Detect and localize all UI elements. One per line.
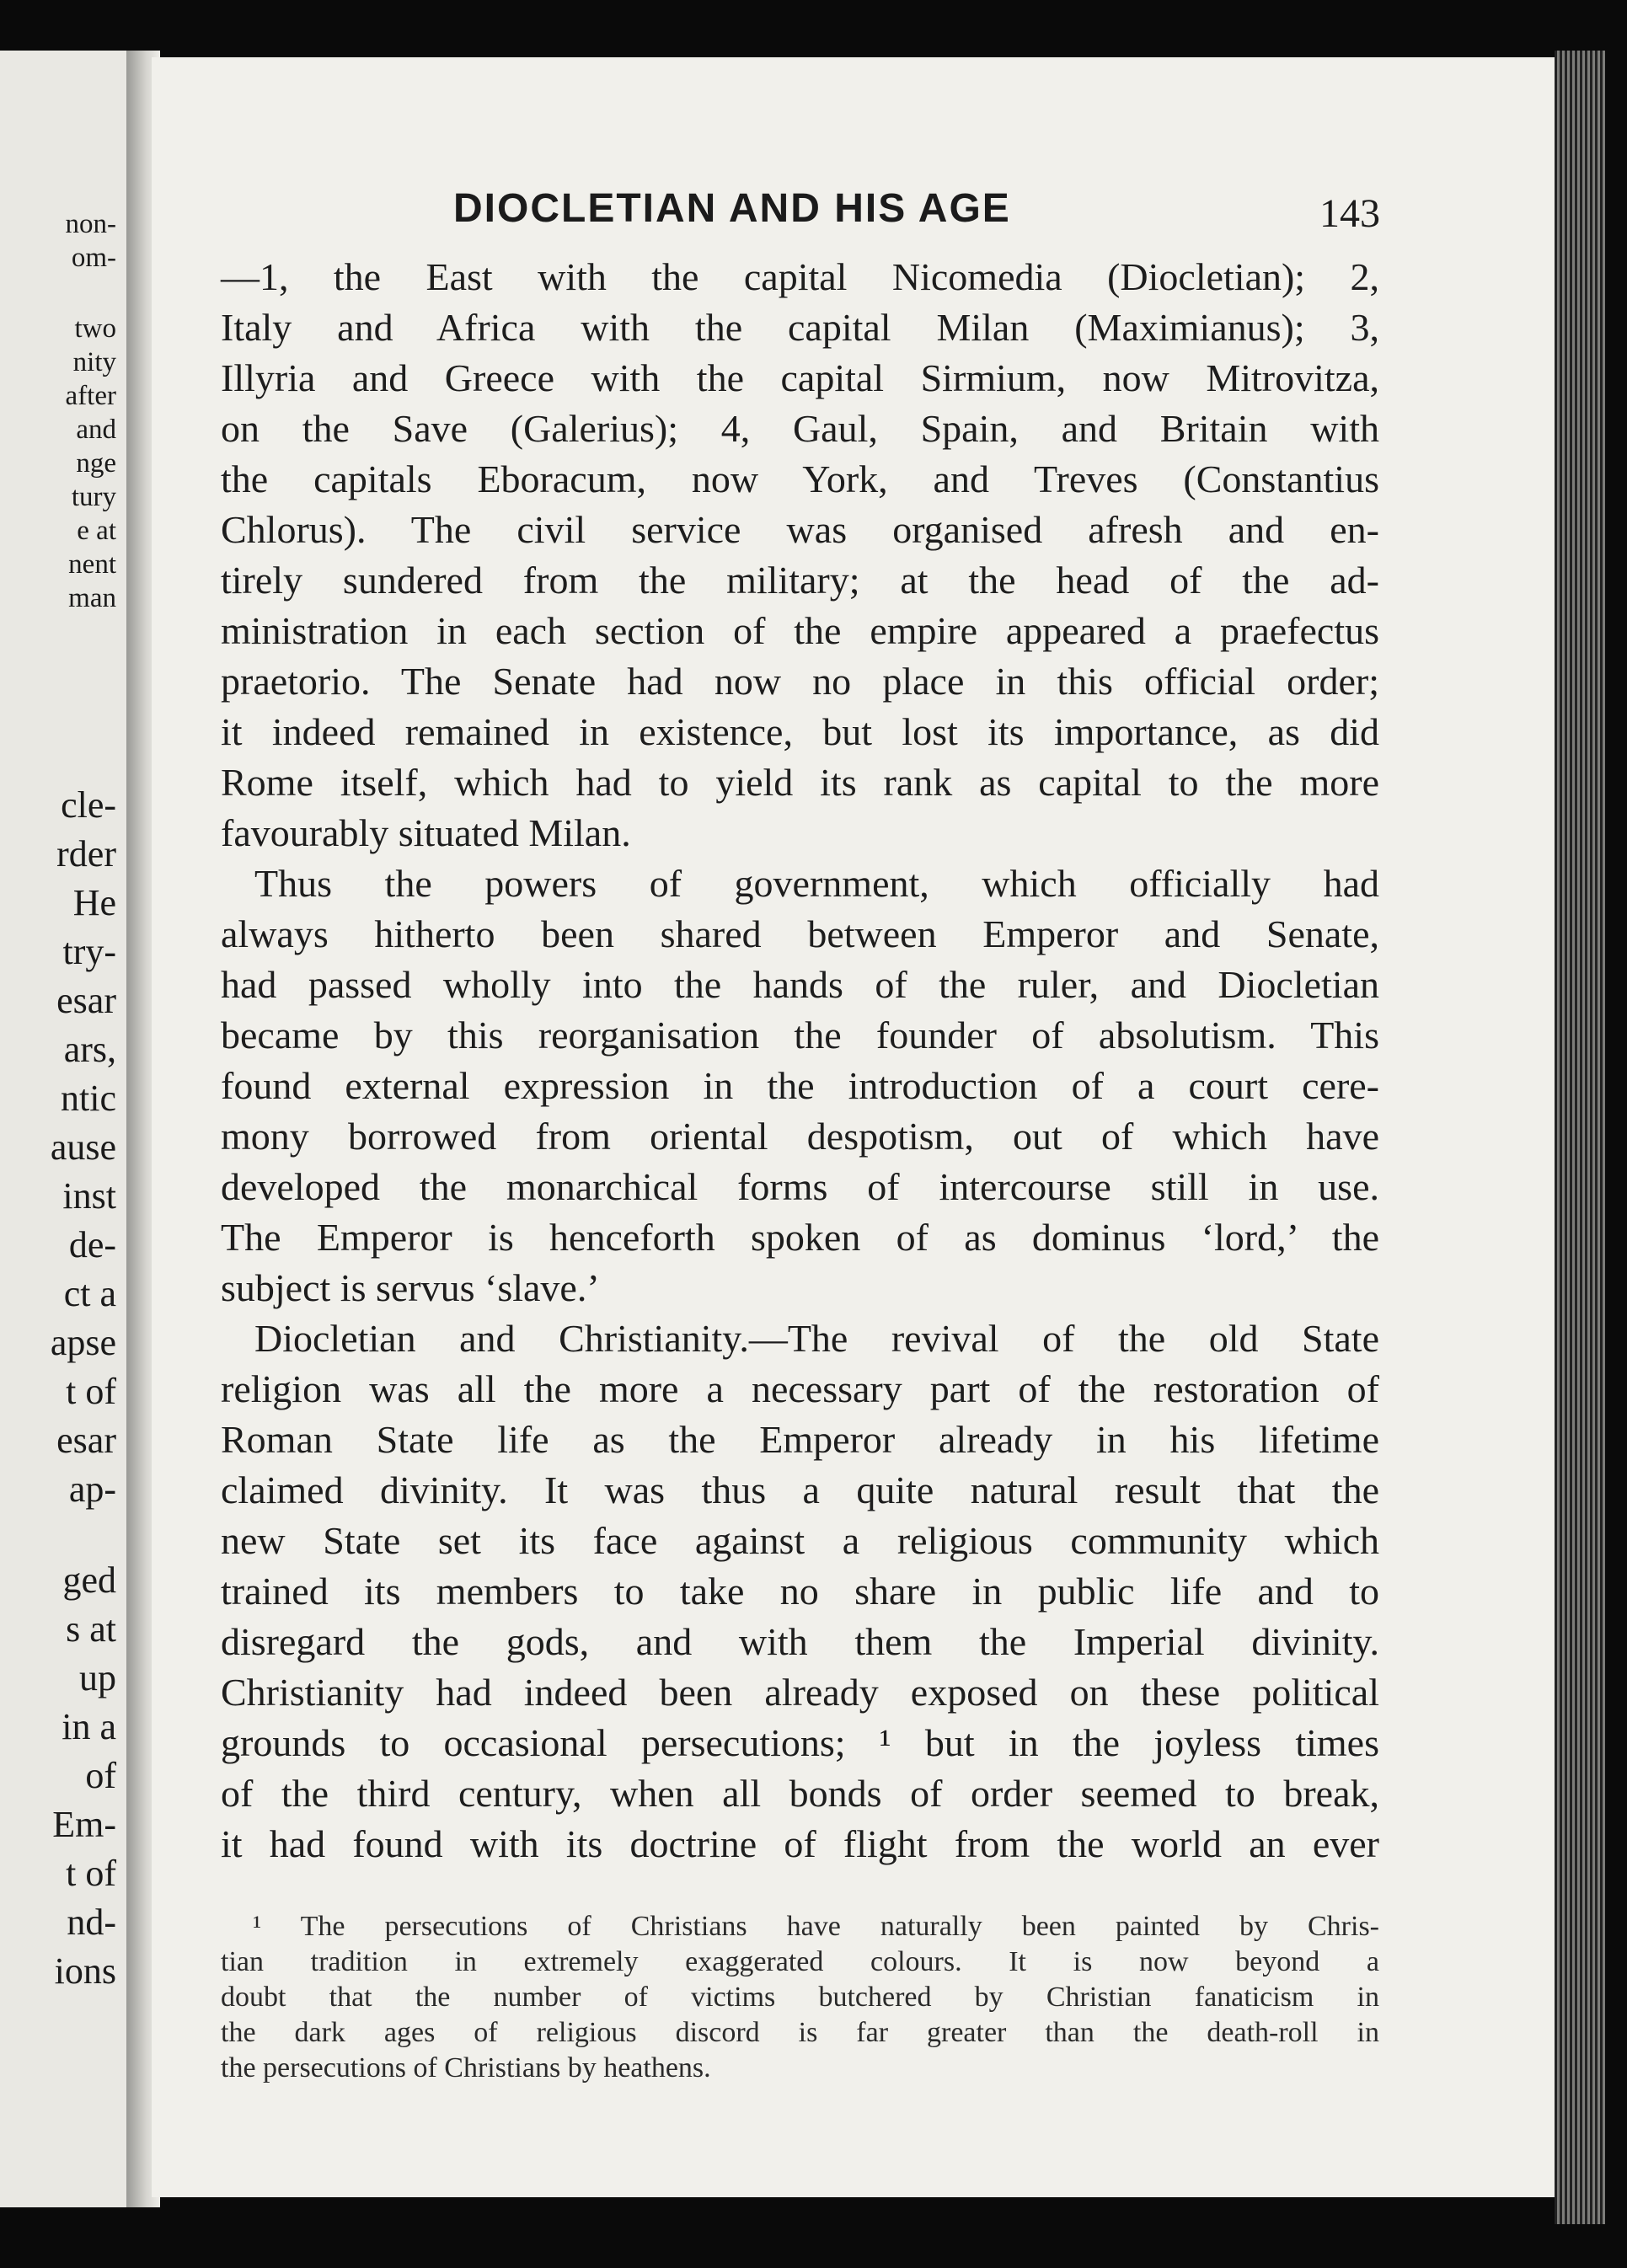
body-line: developed the monarchical forms of intercourse still in use. <box>221 1165 1379 1208</box>
body-line: Christianity had indeed been already exposed on these political <box>221 1671 1379 1714</box>
body-line: ministration in each section of the empire appeared a praefectus <box>221 609 1379 652</box>
left-page-fragment: t of <box>66 1853 116 1894</box>
body-line: the capitals Eboracum, now York, and Treves (Constantius <box>221 457 1379 500</box>
left-page-fragment: cle- <box>61 784 116 826</box>
body-line: new State set its face against a religious community which <box>221 1519 1379 1562</box>
left-page-fragment: apse <box>50 1322 116 1363</box>
body-line: disregard the gods, and with them the Imperial divinity. <box>221 1620 1379 1663</box>
body-line: —1, the East with the capital Nicomedia (Diocletian); 2, <box>221 255 1379 298</box>
left-page-fragment: esar <box>56 980 116 1021</box>
left-page-fragment: ions <box>54 1950 116 1992</box>
left-page-fragment: ap- <box>68 1468 116 1510</box>
left-page-fragment: and <box>76 415 116 445</box>
body-line: claimed divinity. It was thus a quite natural result that the <box>221 1468 1379 1511</box>
footnote-line: ¹ The persecutions of Christians have naturally been painted by Chris- <box>253 1911 1379 1942</box>
left-page-fragment: nity <box>72 347 116 377</box>
body-line: Italy and Africa with the capital Milan (Maximianus); 3, <box>221 306 1379 349</box>
left-page-fragment: Em- <box>52 1804 116 1845</box>
body-line: had passed wholly into the hands of the ruler, and Diocletian <box>221 963 1379 1006</box>
footnote-line: doubt that the number of victims butchered by Christian fanaticism in <box>221 1982 1379 2013</box>
left-page-fragment: two <box>74 313 116 344</box>
left-page-fragment: esar <box>56 1420 116 1461</box>
page-number: 143 <box>1319 191 1380 236</box>
left-page-fragment: om- <box>71 243 116 273</box>
running-head: DIOCLETIAN AND HIS AGE <box>453 186 1011 231</box>
left-page-fragment: ct a <box>63 1273 116 1314</box>
body-line: of the third century, when all bonds of order seemed to break, <box>221 1772 1379 1815</box>
body-line: found external expression in the introduction of a court cere- <box>221 1064 1379 1107</box>
left-page-fragment: t of <box>66 1371 116 1412</box>
body-line: Diocletian and Christianity.—The revival of the old State <box>254 1317 1379 1360</box>
body-line: Thus the powers of government, which officially had <box>254 862 1379 905</box>
body-line: praetorio. The Senate had now no place in this official order; <box>221 660 1379 703</box>
body-line: it indeed remained in existence, but lost its importance, as did <box>221 710 1379 753</box>
body-line: became by this reorganisation the founder of absolutism. This <box>221 1014 1379 1056</box>
footnote-line: tian tradition in extremely exaggerated colours. It is now beyond a <box>221 1946 1379 1977</box>
left-page-fragment: nd- <box>67 1902 116 1943</box>
left-page-fragment: inst <box>62 1175 116 1217</box>
left-page-fragment: nge <box>76 448 116 479</box>
body-line: Illyria and Greece with the capital Sirmium, now Mitrovitza, <box>221 356 1379 399</box>
body-line: The Emperor is henceforth spoken of as dominus ‘lord,’ the <box>221 1216 1379 1259</box>
left-page-fragment: rder <box>56 833 116 875</box>
left-page-fragment: ged <box>62 1559 116 1601</box>
left-page-fragment: after <box>65 381 116 411</box>
body-line: Rome itself, which had to yield its rank as capital to the more <box>221 761 1379 804</box>
left-page-fragment: s at <box>66 1608 116 1650</box>
left-page-fragment: nent <box>68 549 116 580</box>
body-line: favourably situated Milan. <box>221 811 631 854</box>
left-page-fragment: in a <box>62 1706 116 1747</box>
left-page-fragment: of <box>85 1755 116 1796</box>
footnote-line: the dark ages of religious discord is far greater than the death-roll in <box>221 2017 1379 2048</box>
left-page-fragment: tury <box>71 482 116 512</box>
footnote-line: the persecutions of Christians by heathens. <box>221 2052 711 2083</box>
left-page-fragment: ntic <box>61 1078 116 1119</box>
left-page-fragment: non- <box>65 209 116 239</box>
body-line: tirely sundered from the military; at the head of the ad- <box>221 559 1379 602</box>
left-page-fragment: man <box>68 583 116 613</box>
body-line: it had found with its doctrine of flight from the world an ever <box>221 1822 1379 1865</box>
left-page-fragment: e at <box>77 516 116 546</box>
body-line: on the Save (Galerius); 4, Gaul, Spain, and Britain with <box>221 407 1379 450</box>
left-page-fragment: ause <box>50 1126 116 1168</box>
body-line: grounds to occasional persecutions; ¹ but in the joyless times <box>221 1721 1379 1764</box>
left-page-strip <box>0 51 126 2207</box>
left-page-fragment: He <box>72 882 116 923</box>
body-line: mony borrowed from oriental despotism, out of which have <box>221 1115 1379 1158</box>
left-page-fragment: try- <box>62 931 116 972</box>
body-line: subject is servus ‘slave.’ <box>221 1266 600 1309</box>
body-line: Chlorus). The civil service was organised afresh and en- <box>221 508 1379 551</box>
body-line: religion was all the more a necessary part of the restoration of <box>221 1367 1379 1410</box>
page-edges <box>1555 51 1605 2224</box>
body-line: Roman State life as the Emperor already in his lifetime <box>221 1418 1379 1461</box>
left-page-fragment: de- <box>68 1224 116 1265</box>
left-page-fragment: ars, <box>63 1029 116 1070</box>
body-line: always hitherto been shared between Emperor and Senate, <box>221 912 1379 955</box>
left-page-fragment: up <box>79 1657 116 1698</box>
body-line: trained its members to take no share in public life and to <box>221 1570 1379 1613</box>
